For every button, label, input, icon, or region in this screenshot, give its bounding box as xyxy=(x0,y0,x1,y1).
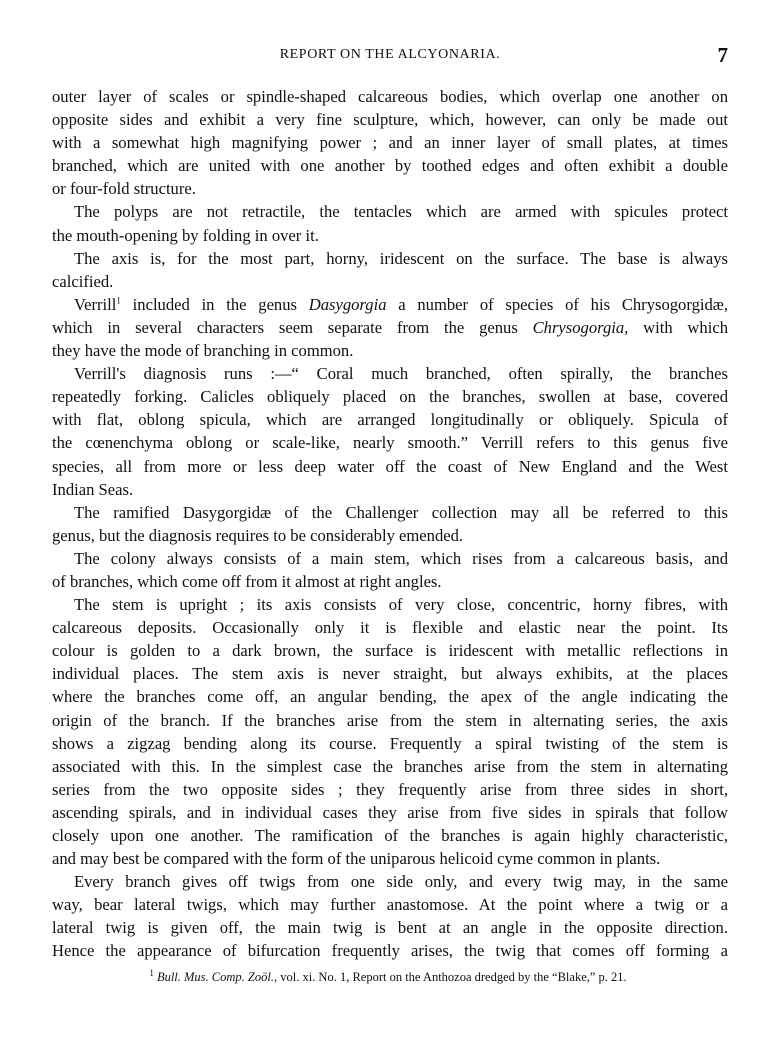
paragraph xyxy=(52,362,728,501)
italic-term: Dasygorgia xyxy=(308,294,387,314)
text-line xyxy=(52,939,728,962)
text-segment: Verrill xyxy=(74,294,117,314)
text-line xyxy=(52,916,728,939)
text-segment: The colony always consists of a main stem, which rises from a calcareous basis, and xyxy=(74,548,728,568)
text-line xyxy=(52,662,728,685)
text-segment: The ramified Dasygorgidæ of the Challenger collection may all be referred to this xyxy=(74,502,728,522)
text-line xyxy=(52,385,728,408)
running-header xyxy=(52,45,728,69)
text-segment: Every branch gives off twigs from one side only, and every twig may, in the same xyxy=(74,872,728,892)
text-line xyxy=(52,639,728,662)
text-segment: which in several characters seem separate from the genus xyxy=(52,317,533,337)
text-segment: with which xyxy=(628,317,728,337)
text-segment: included in the genus xyxy=(120,294,309,314)
paragraph xyxy=(52,247,728,293)
text-line xyxy=(52,339,728,362)
text-segment: closely upon one another. The ramification of the branches is again highly characteristic, xyxy=(52,826,728,845)
text-segment: series from the two opposite sides ; they frequently arise from three sides in short, xyxy=(52,779,728,799)
body-text xyxy=(52,85,728,963)
italic-term: Chrysogorgia, xyxy=(532,317,629,337)
text-line xyxy=(52,570,728,593)
footnote-marker: 1 xyxy=(149,967,154,978)
footnote-reference: 1 xyxy=(116,295,121,306)
paragraph xyxy=(52,293,728,362)
text-segment: or four-fold structure. xyxy=(52,179,196,199)
paragraph xyxy=(52,501,728,547)
text-segment: individual places. The stem axis is never straight, but always exhibits, at the places xyxy=(52,664,728,684)
text-segment: associated with this. In the simplest case the branches arise from the stem in alternating xyxy=(52,756,728,776)
text-segment: and may best be compared with the form of the uniparous helicoid cyme common in plants. xyxy=(52,849,661,869)
text-line xyxy=(52,131,728,154)
text-line xyxy=(52,247,728,270)
text-line xyxy=(52,431,728,454)
text-segment: origin of the branch. If the branches arise from the stem in alternating series, the axis xyxy=(52,710,728,730)
text-line xyxy=(52,154,728,177)
text-segment: shows a zigzag bending along its course. Frequently a spiral twisting of the stem is xyxy=(52,733,728,753)
paragraph xyxy=(52,200,728,246)
paragraph xyxy=(52,85,728,200)
text-segment: lateral twig is given off, the main twig is bent at an angle in the opposite direction. xyxy=(52,918,728,938)
text-segment: Hence the appearance of bifurcation frequently arises, the twig that comes off forming a xyxy=(52,941,728,961)
text-segment: branched, which are united with one another by toothed edges and often exhibit a double xyxy=(52,156,728,176)
text-line xyxy=(52,270,728,293)
text-line xyxy=(52,824,728,847)
text-segment: with flat, oblong spicula, which are arranged longitudinally or obliquely. Spicula of xyxy=(52,410,728,430)
text-segment: outer layer of scales or spindle-shaped calcareous bodies, which overlap one another on xyxy=(52,87,728,106)
text-segment: calcareous deposits. Occasionally only it is flexible and elastic near the point. Its xyxy=(52,618,728,638)
text-line xyxy=(52,362,728,385)
text-line xyxy=(52,870,728,893)
page-number: 7 xyxy=(717,43,728,67)
text-line xyxy=(52,478,728,501)
text-segment: species, all from more or less deep water off the coast of New England and the West xyxy=(52,456,728,476)
text-line xyxy=(52,755,728,778)
text-line xyxy=(52,177,728,200)
text-segment: ascending spirals, and in individual cases they arise from five sides in spirals that follow xyxy=(52,802,728,822)
running-title: REPORT ON THE ALCYONARIA. xyxy=(279,47,501,62)
paragraph xyxy=(52,547,728,593)
text-line xyxy=(52,524,728,547)
text-segment: Indian Seas. xyxy=(52,479,134,499)
text-line xyxy=(52,547,728,570)
text-segment: calcified. xyxy=(52,271,114,291)
text-line xyxy=(52,593,728,616)
text-line xyxy=(52,732,728,755)
paragraph xyxy=(52,870,728,962)
text-segment: way, bear lateral twigs, which may further anastomose. At the point where a twig or a xyxy=(52,895,728,915)
text-line xyxy=(52,616,728,639)
text-segment: Verrill's diagnosis runs :—“ Coral much branched, often spirally, the branches xyxy=(74,364,728,384)
text-line xyxy=(52,847,728,870)
footnote xyxy=(0,967,776,985)
text-segment: The polyps are not retractile, the tentacles which are armed with spicules protect xyxy=(74,202,728,222)
text-segment: the cœnenchyma oblong or scale-like, nearly smooth.” Verrill refers to this genus five xyxy=(52,433,728,453)
text-segment: genus, but the diagnosis requires to be considerably emended. xyxy=(52,525,464,545)
text-line xyxy=(52,801,728,824)
footnote-citation: Bull. Mus. Comp. Zoöl., xyxy=(156,970,278,984)
text-segment: repeatedly forking. Calicles obliquely placed on the branches, swollen at base, covered xyxy=(52,387,728,407)
text-line xyxy=(52,685,728,708)
text-segment: The stem is upright ; its axis consists of very close, concentric, horny fibres, with xyxy=(74,595,728,615)
text-line xyxy=(52,501,728,524)
text-segment: a number of species of his Chrysogorgidæ, xyxy=(386,294,728,314)
text-segment: of branches, which come off from it almost at right angles. xyxy=(52,571,442,591)
text-segment: they have the mode of branching in common. xyxy=(52,341,354,361)
text-segment: The axis is, for the most part, horny, iridescent on the surface. The base is always xyxy=(74,248,728,268)
text-line xyxy=(52,108,728,131)
text-segment: the mouth-opening by folding in over it. xyxy=(52,225,319,245)
text-line xyxy=(52,316,728,339)
text-line xyxy=(52,200,728,223)
text-segment: where the branches come off, an angular bending, the apex of the angle indicating the xyxy=(52,687,728,707)
text-line xyxy=(52,455,728,478)
text-line xyxy=(52,293,728,316)
text-line xyxy=(52,224,728,247)
text-line xyxy=(52,408,728,431)
text-segment: colour is golden to a dark brown, the surface is iridescent with metallic reflections in xyxy=(52,641,728,661)
text-line xyxy=(52,893,728,916)
text-line xyxy=(52,778,728,801)
text-line xyxy=(52,85,728,108)
text-line xyxy=(52,709,728,732)
paragraph xyxy=(52,593,728,870)
text-segment: with a somewhat high magnifying power ; and an inner layer of small plates, at times xyxy=(52,133,728,153)
text-segment: opposite sides and exhibit a very fine sculpture, which, however, can only be made out xyxy=(52,110,728,130)
footnote-text: vol. xi. No. 1, Report on the Anthozoa dredged by the “Blake,” p. 21. xyxy=(277,970,627,984)
